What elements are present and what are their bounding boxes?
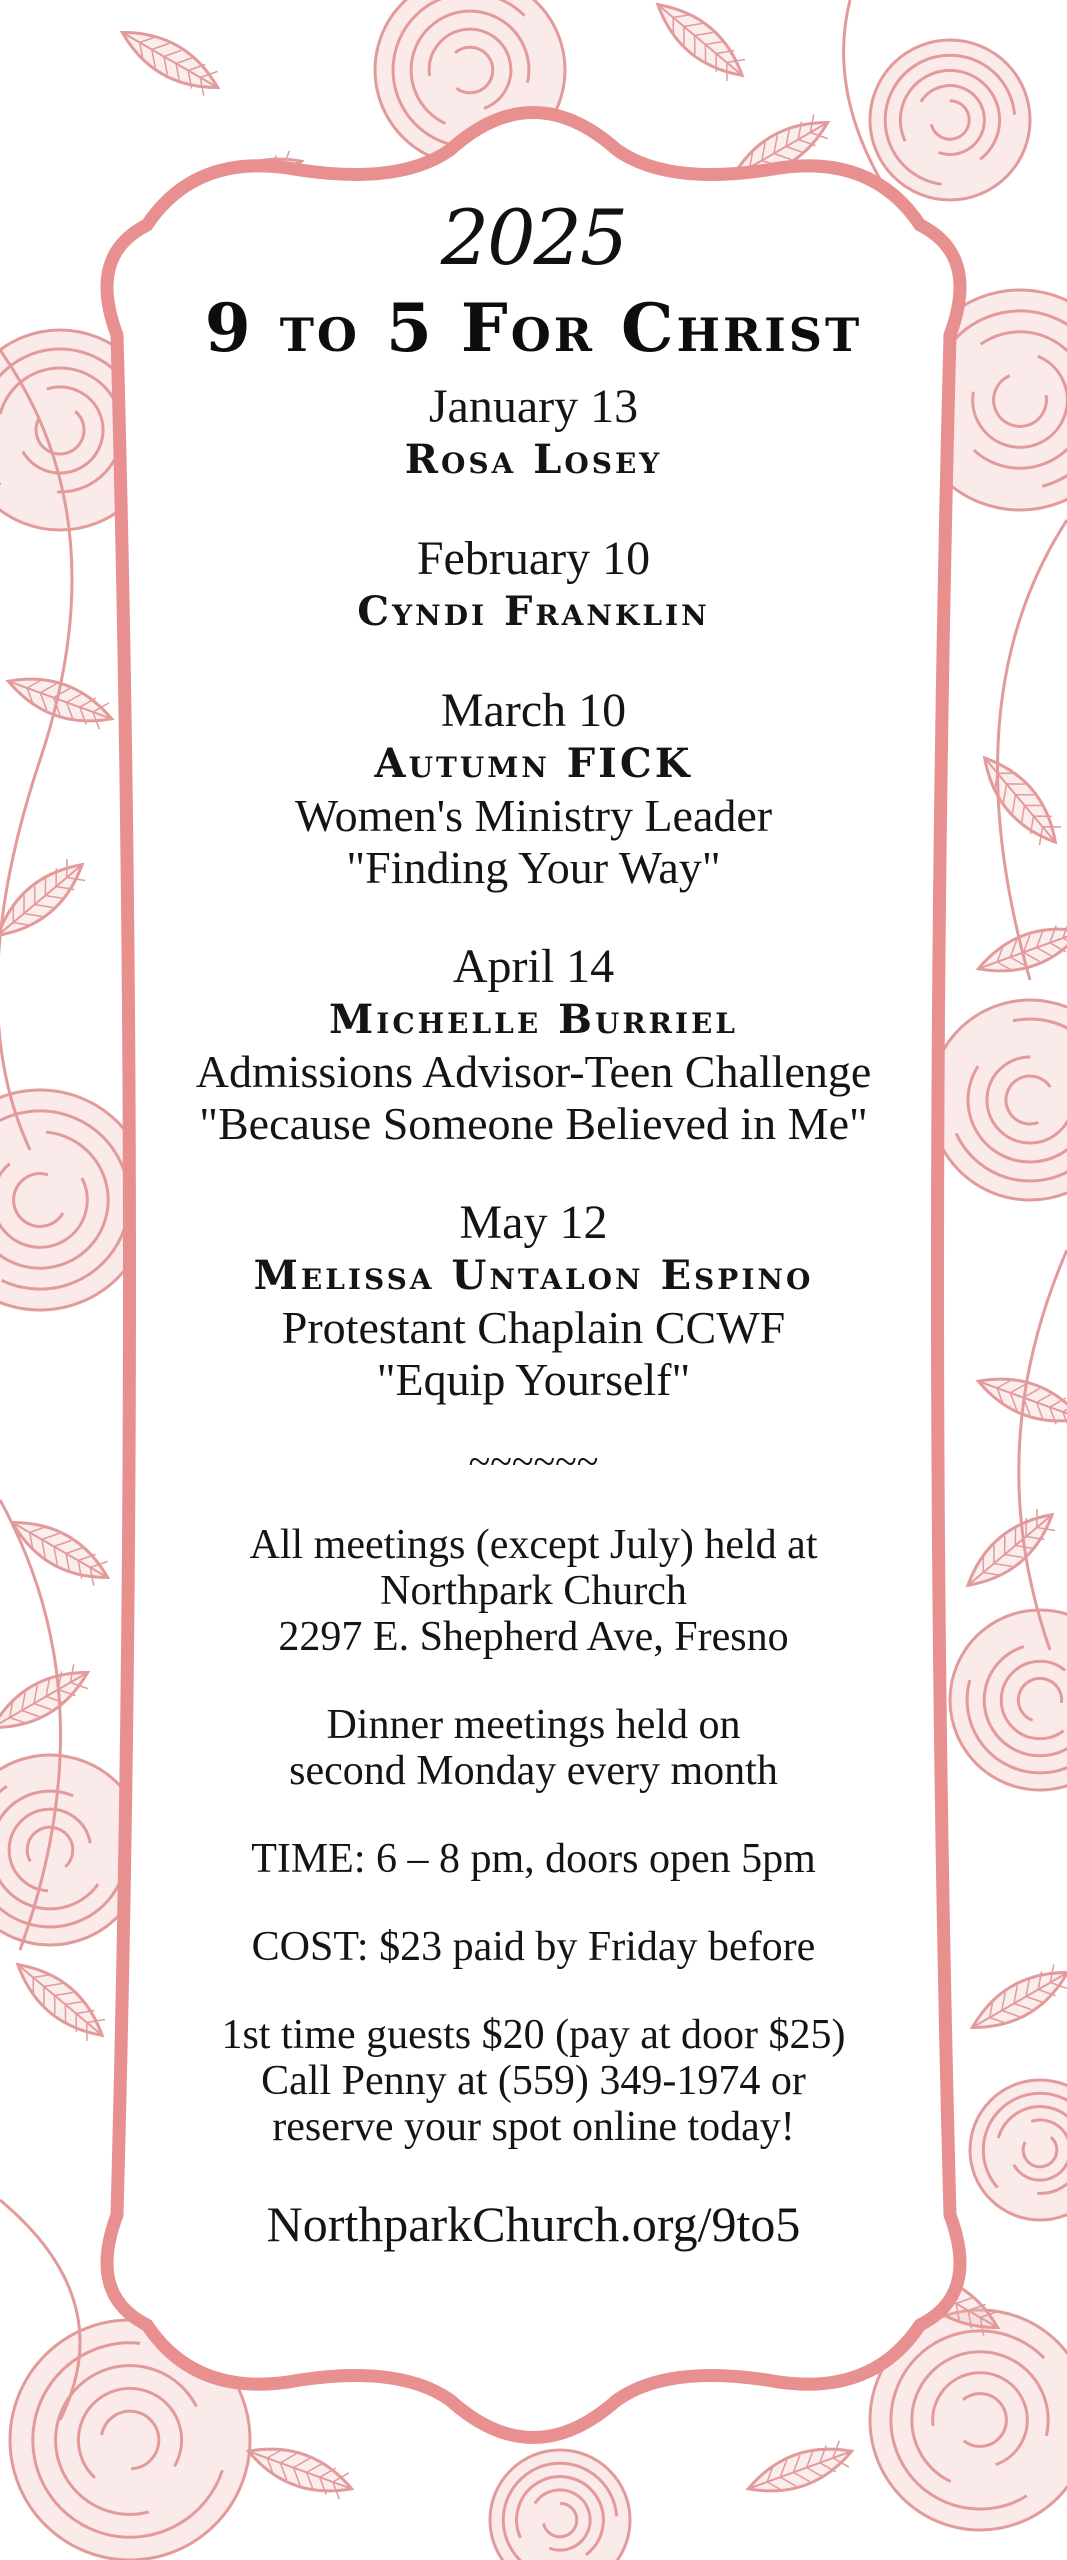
info-line: All meetings (except July) held at xyxy=(249,1522,818,1568)
event-topic: "Equip Yourself" xyxy=(376,1354,691,1405)
info-line: COST: $23 paid by Friday before xyxy=(251,1924,816,1970)
event-series-title: 9 to 5 For Christ xyxy=(204,289,863,367)
info-line: 1st time guests $20 (pay at door $25) xyxy=(221,2012,846,2058)
info-line: TIME: 6 – 8 pm, doors open 5pm xyxy=(251,1836,816,1882)
info-line: reserve your spot online today! xyxy=(272,2104,795,2150)
event-speaker-role: Women's Ministry Leader xyxy=(294,790,773,841)
meeting-info xyxy=(110,1522,957,2150)
event-speaker: Cyndi Franklin xyxy=(357,588,710,635)
event-date: January 13 xyxy=(428,380,639,433)
meeting-cost xyxy=(110,1924,957,1970)
meeting-time xyxy=(110,1836,957,1882)
event-date: February 10 xyxy=(416,532,651,585)
divider: ~~~~~~ xyxy=(468,1439,599,1484)
website-link[interactable]: NorthparkChurch.org/9to5 xyxy=(266,2196,801,2252)
event-list xyxy=(110,380,957,1406)
year: 2025 xyxy=(440,193,627,282)
info-line: 2297 E. Shepherd Ave, Fresno xyxy=(278,1614,789,1660)
event-speaker-role: Admissions Advisor-Teen Challenge xyxy=(195,1046,872,1097)
event-item xyxy=(110,1196,957,1406)
event-item xyxy=(110,684,957,894)
event-date: March 10 xyxy=(440,684,627,737)
event-speaker: Rosa Losey xyxy=(404,436,663,483)
info-line: Dinner meetings held on xyxy=(326,1702,741,1748)
event-item xyxy=(110,532,957,638)
event-topic: "Because Someone Believed in Me" xyxy=(199,1098,868,1149)
guest-info xyxy=(110,2012,957,2150)
event-date: May 12 xyxy=(459,1196,608,1249)
info-line: second Monday every month xyxy=(289,1748,778,1794)
event-item xyxy=(110,380,957,486)
event-topic: "Finding Your Way" xyxy=(346,842,721,893)
meeting-location xyxy=(110,1522,957,1660)
meeting-schedule xyxy=(110,1702,957,1794)
event-speaker: Autumn FICK xyxy=(374,740,693,787)
event-date: April 14 xyxy=(452,940,615,993)
flyer-content xyxy=(110,190,957,2254)
info-line: Call Penny at (559) 349-1974 or xyxy=(261,2058,806,2104)
event-speaker-role: Protestant Chaplain CCWF xyxy=(281,1302,786,1353)
event-speaker: Melissa Untalon Espino xyxy=(253,1252,814,1299)
info-line: Northpark Church xyxy=(380,1568,687,1614)
event-item xyxy=(110,940,957,1150)
event-speaker: Michelle Burriel xyxy=(329,996,738,1043)
